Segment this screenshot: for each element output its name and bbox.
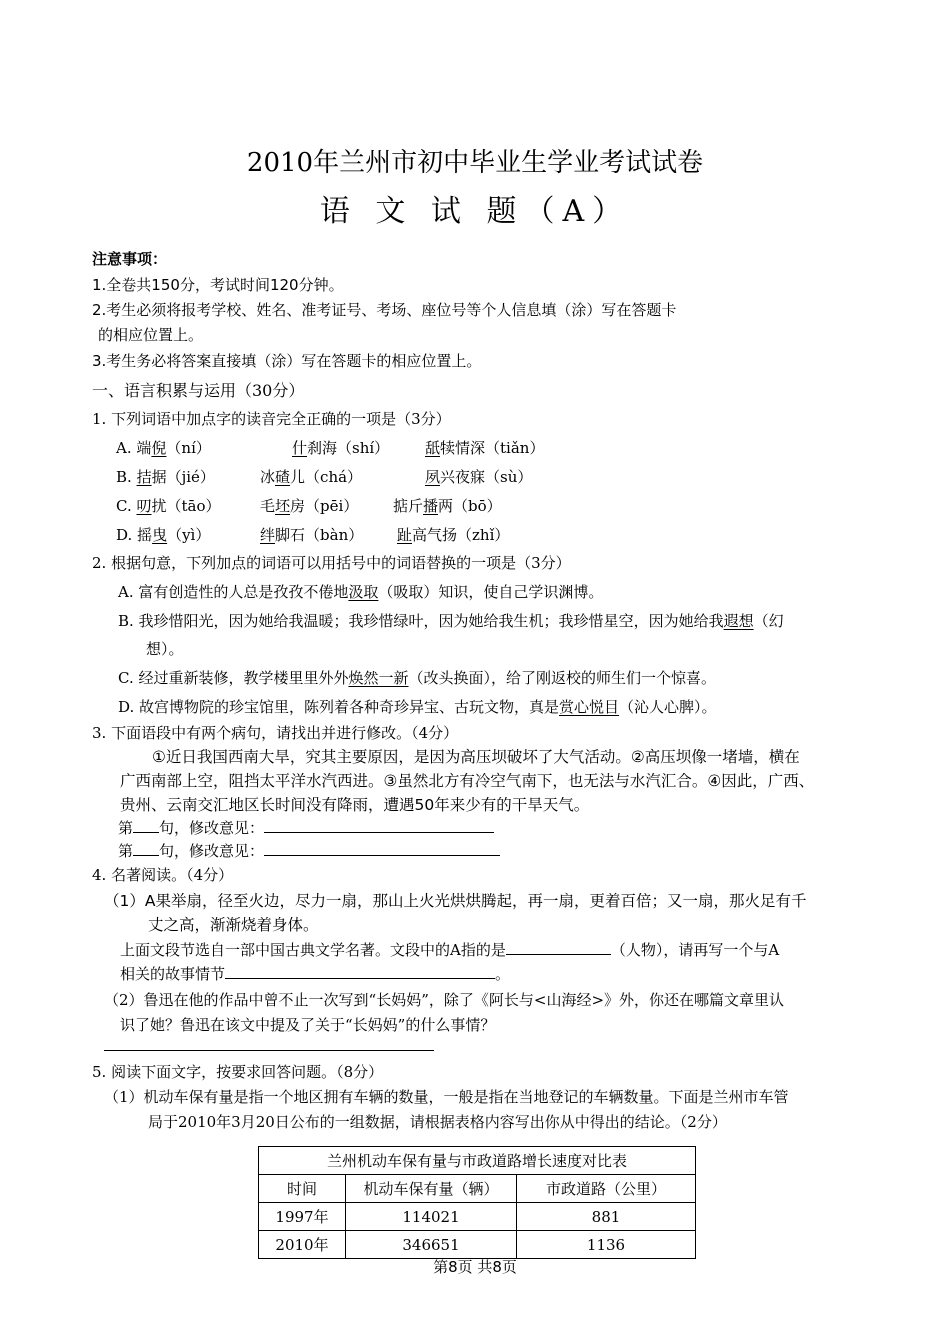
- notice-heading: 注意事项：: [92, 250, 168, 268]
- option-c: C. 经过重新装修，教学楼里里外外焕然一新（改头换面），给了刚返校的师生们一个惊喜。: [118, 669, 717, 687]
- question-stem: 1. 下列词语中加点字的读音完全正确的一项是（3分）: [92, 410, 451, 428]
- table-row: [259, 1231, 696, 1259]
- notice-item: 的相应位置上。: [98, 326, 204, 344]
- option-a-word3: 舐犊情深（tiǎn）: [425, 439, 545, 457]
- subquestion-line: 局于2010年3月20日公布的一组数据，请根据表格内容写出你从中得出的结论。（2分）: [148, 1113, 727, 1131]
- subquestion-line: （2）鲁迅在他的作品中曾不止一次写到“长妈妈”，除了《阿长与<山海经>》外，你还在哪篇文章里认: [104, 991, 785, 1009]
- sentence-number-blank[interactable]: [133, 818, 159, 833]
- passage-line: 贵州、云南交汇地区长时间没有降雨，遭遇50年来少有的干旱天气。: [120, 796, 590, 814]
- character-blank[interactable]: [506, 940, 611, 955]
- revision-blank[interactable]: [264, 818, 494, 833]
- table-cell: 346651: [346, 1231, 517, 1259]
- option-c: C. 叨扰（tāo）: [116, 497, 221, 515]
- option-c-word2: 毛坯房（pēi）: [260, 497, 359, 515]
- data-table: [258, 1146, 696, 1259]
- subquestion-line: 识了她？鲁迅在该文中提及了关于“长妈妈”的什么事情？: [120, 1016, 496, 1034]
- option-d: D. 摇曳（yì）: [116, 526, 211, 544]
- revision-blank[interactable]: [264, 841, 500, 856]
- table-caption: 兰州机动车保有量与市政道路增长速度对比表: [259, 1147, 696, 1175]
- answer-line: 第 句，修改意见：: [118, 840, 500, 861]
- subquestion-line: 上面文段节选自一部中国古典文学名著。文段中的A指的是 （人物），请再写一个与A: [120, 941, 780, 959]
- table-header-cell: 时间: [259, 1175, 346, 1203]
- option-d: D. 故宫博物院的珍宝馆里，陈列着各种奇珍异宝、古玩文物，真是赏心悦目（沁人心脾）。: [118, 698, 717, 716]
- question-stem: 3. 下面语段中有两个病句，请找出并进行修改。（4分）: [92, 724, 459, 742]
- notice-item: 1.全卷共150分，考试时间120分钟。: [92, 276, 344, 294]
- notice-item: 2.考生必须将报考学校、姓名、准考证号、考场、座位号等个人信息填（涂）写在答题卡: [92, 301, 677, 319]
- section-heading: 一、语言积累与运用（30分）: [92, 381, 305, 400]
- sentence-number-blank[interactable]: [133, 841, 159, 856]
- passage-line: 广西南部上空，阻挡太平洋水汽西进。③虽然北方有冷空气南下，也无法与水汽汇合。④因此，广西、: [120, 772, 815, 790]
- notice-item: 3.考生务必将答案直接填（涂）写在答题卡的相应位置上。: [92, 352, 482, 370]
- table-header-row: [259, 1175, 696, 1203]
- exam-subtitle: 语 文 试 题（A）: [319, 194, 631, 229]
- question-stem: 5. 阅读下面文字，按要求回答问题。（8分）: [92, 1063, 384, 1081]
- passage-line: ①近日我国西南大旱，究其主要原因，是因为高压坝破坏了大气活动。②高压坝像一堵墙，横在: [152, 748, 800, 766]
- option-b-continued: 想）。: [146, 640, 184, 658]
- option-b: B. 拮据（jié）: [116, 468, 215, 486]
- plot-blank[interactable]: [225, 964, 495, 979]
- answer-blank-line[interactable]: [104, 1050, 434, 1051]
- table-cell: 1997年: [259, 1203, 346, 1231]
- excerpt-line: （1）A果举扇，径至火边，尽力一扇，那山上火光烘烘腾起，再一扇，更着百倍；又一扇，那火足有千: [104, 892, 807, 910]
- option-a: A. 富有创造性的人总是孜孜不倦地汲取（吸取）知识，使自己学识渊博。: [118, 583, 604, 601]
- option-a: A. 端倪（ní）: [116, 439, 211, 457]
- option-b-word3: 夙兴夜寐（sù）: [425, 468, 533, 486]
- table-cell: 114021: [346, 1203, 517, 1231]
- option-d-word2: 绊脚石（bàn）: [260, 526, 364, 544]
- subquestion-line: （1）机动车保有量是指一个地区拥有车辆的数量，一般是指在当地登记的车辆数量。下面是兰州市车管: [104, 1088, 789, 1106]
- question-stem: 2. 根据句意，下列加点的词语可以用括号中的词语替换的一项是（3分）: [92, 554, 571, 572]
- table-row: [259, 1203, 696, 1231]
- table-cell: 2010年: [259, 1231, 346, 1259]
- excerpt-line: 丈之高，渐渐烧着身体。: [148, 916, 319, 934]
- option-d-word3: 趾高气扬（zhǐ）: [397, 526, 510, 544]
- question-stem: 4. 名著阅读。（4分）: [92, 866, 234, 884]
- option-a-word2: 什刹海（shí）: [292, 439, 390, 457]
- option-b-word2: 冰碴儿（chá）: [260, 468, 363, 486]
- option-b: B. 我珍惜阳光，因为她给我温暖；我珍惜绿叶，因为她给我生机；我珍惜星空，因为她给我遐想（幻: [118, 612, 784, 630]
- exam-title: 2010年兰州市初中毕业生学业考试试卷: [246, 148, 704, 178]
- table-cell: 1136: [517, 1231, 696, 1259]
- subquestion-line: 相关的故事情节 。: [120, 965, 511, 983]
- table-header-cell: 市政道路（公里）: [517, 1175, 696, 1203]
- page-number: 第8页 共8页: [433, 1258, 517, 1276]
- table-header-cell: 机动车保有量（辆）: [346, 1175, 517, 1203]
- option-c-word3: 掂斤播两（bō）: [393, 497, 502, 515]
- table-cell: 881: [517, 1203, 696, 1231]
- answer-line: 第 句，修改意见：: [118, 817, 494, 838]
